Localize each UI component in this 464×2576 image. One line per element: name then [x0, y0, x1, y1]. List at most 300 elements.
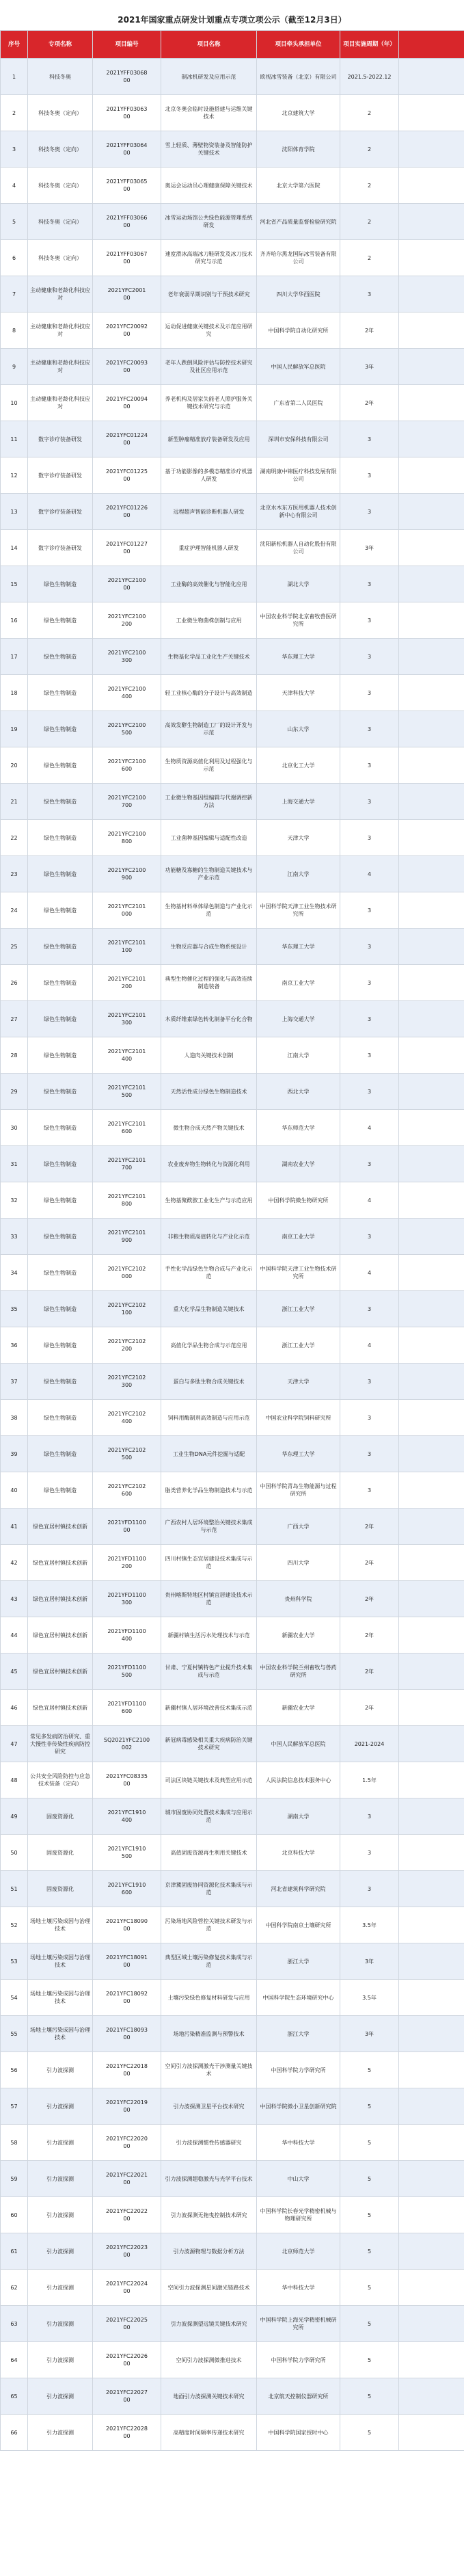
cell-unit: 新疆农业大学: [257, 1617, 340, 1654]
cell-no: 33: [1, 1219, 28, 1255]
cell-unit: 中国科学院天津工业生物技术研究所: [257, 1255, 340, 1291]
cell-period: 2: [340, 131, 399, 168]
cell-code: 2021YFC1910 500: [93, 1835, 161, 1871]
cell-special: 绿色生物制造: [28, 602, 93, 639]
cell-period: 2: [340, 168, 399, 204]
cell-name: 空间引力波探测星间激光链路技术: [161, 2270, 257, 2306]
cell-name: 工业微生物菌株创制与应用: [161, 602, 257, 639]
cell-unit: 河北省建筑科学研究院: [257, 1871, 340, 1907]
cell-period: 3: [340, 820, 399, 856]
cell-unit: 天津科技大学: [257, 675, 340, 711]
cell-period: 3: [340, 1037, 399, 1074]
cell-name: 木质纤维素绿色转化制备平台化合物: [161, 1001, 257, 1037]
cell-code: 2021YFD1100 200: [93, 1545, 161, 1581]
cell-code: 2021YFC2100 600: [93, 747, 161, 784]
cell-special: 引力波探测: [28, 2197, 93, 2233]
cell-code: 2021YFC22025 00: [93, 2306, 161, 2342]
cell-code: 2021YFD1100 00: [93, 1509, 161, 1545]
table-row: [1, 1182, 464, 1219]
table-row: [1, 421, 464, 457]
cell-name: 高值固废资源再生利用关键技术: [161, 1835, 257, 1871]
cell-unit: 浙江工业大学: [257, 1291, 340, 1327]
cell-special: 固废资源化: [28, 1835, 93, 1871]
cell-blank: [399, 1472, 464, 1509]
cell-period: 2021-2024: [340, 1726, 399, 1762]
cell-unit: 北京师范大学: [257, 2233, 340, 2270]
cell-special: 绿色生物制造: [28, 1037, 93, 1074]
header-row: [1, 31, 464, 59]
table-row: [1, 1509, 464, 1545]
cell-special: 绿色生物制造: [28, 1001, 93, 1037]
cell-special: 绿色生物制造: [28, 1219, 93, 1255]
cell-name: 广西农村人居环境整治关键技术集成与示范: [161, 1509, 257, 1545]
cell-unit: 中国人民解放军总医院: [257, 1726, 340, 1762]
table-row: [1, 1835, 464, 1871]
cell-special: 数字诊疗装备研发: [28, 457, 93, 494]
cell-code: 2021YFC22021 00: [93, 2161, 161, 2197]
cell-code: 2021YFC18092 00: [93, 1980, 161, 2016]
cell-no: 44: [1, 1617, 28, 1654]
cell-name: 新型肿瘤精准放疗装备研发及应用: [161, 421, 257, 457]
cell-unit: 四川大学: [257, 1545, 340, 1581]
cell-code: 2021YFC2102 300: [93, 1364, 161, 1400]
cell-no: 35: [1, 1291, 28, 1327]
table-row: [1, 1400, 464, 1436]
table-row: [1, 1980, 464, 2016]
cell-no: 43: [1, 1581, 28, 1617]
cell-blank: [399, 95, 464, 131]
cell-special: 绿色生物制造: [28, 892, 93, 929]
table-row: [1, 349, 464, 385]
cell-blank: [399, 2342, 464, 2378]
cell-special: 固废资源化: [28, 1871, 93, 1907]
table-row: [1, 2161, 464, 2197]
cell-blank: [399, 457, 464, 494]
cell-period: 2年: [340, 1545, 399, 1581]
table-row: [1, 2197, 464, 2233]
cell-blank: [399, 639, 464, 675]
table-row: [1, 1617, 464, 1654]
cell-blank: [399, 2161, 464, 2197]
cell-code: 2021YFF03063 00: [93, 95, 161, 131]
cell-code: 2021YFC2001 00: [93, 276, 161, 313]
cell-no: 14: [1, 530, 28, 566]
cell-no: 19: [1, 711, 28, 747]
cell-special: 主动健康和老龄化科技应对: [28, 276, 93, 313]
cell-special: 科技冬奥（定向）: [28, 168, 93, 204]
cell-period: 4: [340, 1327, 399, 1364]
cell-name: 高精度时间频率传递技术研究: [161, 2415, 257, 2451]
header-blank: [399, 31, 464, 59]
cell-name: 新疆村镇人居环境改善技术集成示范: [161, 1690, 257, 1726]
cell-unit: 人民法院信息技术服务中心: [257, 1762, 340, 1798]
cell-blank: [399, 1146, 464, 1182]
cell-name: 工业酶的高效催化与智能化应用: [161, 566, 257, 602]
cell-blank: [399, 1907, 464, 1943]
cell-special: 绿色生物制造: [28, 784, 93, 820]
cell-unit: 沈阳新松机器人自动化股份有限公司: [257, 530, 340, 566]
cell-code: 2021YFC08335 00: [93, 1762, 161, 1798]
cell-code: 2021YFC2100 500: [93, 711, 161, 747]
cell-period: 4: [340, 856, 399, 892]
cell-unit: 广东省第二人民医院: [257, 385, 340, 421]
cell-blank: [399, 1509, 464, 1545]
cell-period: 5: [340, 2052, 399, 2088]
table-row: [1, 675, 464, 711]
cell-unit: 山东大学: [257, 711, 340, 747]
table-row: [1, 929, 464, 965]
table-row: [1, 1545, 464, 1581]
cell-blank: [399, 2125, 464, 2161]
cell-unit: 南京工业大学: [257, 965, 340, 1001]
cell-period: 3年: [340, 1943, 399, 1980]
cell-blank: [399, 892, 464, 929]
cell-special: 引力波探测: [28, 2161, 93, 2197]
cell-blank: [399, 1001, 464, 1037]
cell-unit: 沈阳体育学院: [257, 131, 340, 168]
cell-code: 2021YFC20092 00: [93, 313, 161, 349]
cell-blank: [399, 2197, 464, 2233]
cell-code: 2021YFF03064 00: [93, 131, 161, 168]
table-row: [1, 59, 464, 95]
cell-no: 37: [1, 1364, 28, 1400]
header-name: 项目名称: [161, 31, 257, 59]
cell-code: 2021YFC2101 600: [93, 1110, 161, 1146]
cell-name: 地面引力波探测关键技术研究: [161, 2378, 257, 2415]
cell-no: 15: [1, 566, 28, 602]
cell-name: 引力波探测无拖曳控制技术研究: [161, 2197, 257, 2233]
cell-period: 2年: [340, 1617, 399, 1654]
cell-period: 3年: [340, 2016, 399, 2052]
cell-special: 绿色生物制造: [28, 1472, 93, 1509]
cell-unit: 齐齐哈尔黑龙国际冰雪装备有限公司: [257, 240, 340, 276]
cell-code: 2021YFC22028 00: [93, 2415, 161, 2451]
cell-special: 引力波探测: [28, 2378, 93, 2415]
cell-unit: 中国科学院微生物研究所: [257, 1182, 340, 1219]
cell-code: 2021YFC2100 00: [93, 566, 161, 602]
cell-unit: 华东师范大学: [257, 1110, 340, 1146]
cell-special: 引力波探测: [28, 2306, 93, 2342]
cell-unit: 四川大学华西医院: [257, 276, 340, 313]
cell-no: 5: [1, 204, 28, 240]
cell-unit: 华东理工大学: [257, 639, 340, 675]
cell-special: 绿色宜居村镇技术创新: [28, 1581, 93, 1617]
cell-blank: [399, 204, 464, 240]
cell-blank: [399, 1762, 464, 1798]
cell-code: 2021YFC2100 300: [93, 639, 161, 675]
cell-no: 21: [1, 784, 28, 820]
cell-name: 土壤污染绿色修复材料研发与应用: [161, 1980, 257, 2016]
cell-special: 主动健康和老龄化科技应对: [28, 313, 93, 349]
cell-period: 5: [340, 2088, 399, 2125]
cell-name: 速度滑冰高端冰刀鞋研发及冰刀技术研究与示范: [161, 240, 257, 276]
cell-name: 农业废弃物生物转化与资源化利用: [161, 1146, 257, 1182]
cell-no: 17: [1, 639, 28, 675]
cell-unit: 华中科技大学: [257, 2270, 340, 2306]
cell-no: 50: [1, 1835, 28, 1871]
cell-name: 人造肉关键技术创制: [161, 1037, 257, 1074]
cell-blank: [399, 1654, 464, 1690]
cell-unit: 浙江大学: [257, 2016, 340, 2052]
cell-blank: [399, 747, 464, 784]
cell-code: 2021YFF03065 00: [93, 168, 161, 204]
cell-special: 数字诊疗装备研发: [28, 530, 93, 566]
cell-period: 5: [340, 2125, 399, 2161]
cell-period: 3: [340, 711, 399, 747]
cell-unit: 湖北大学: [257, 566, 340, 602]
cell-period: 2: [340, 240, 399, 276]
cell-code: 2021YFC2100 200: [93, 602, 161, 639]
cell-no: 27: [1, 1001, 28, 1037]
cell-blank: [399, 240, 464, 276]
cell-code: 2021YFC2102 100: [93, 1291, 161, 1327]
cell-period: 4: [340, 1110, 399, 1146]
cell-blank: [399, 1835, 464, 1871]
cell-code: SQ2021YFC2100 002: [93, 1726, 161, 1762]
cell-code: 2021YFF03066 00: [93, 204, 161, 240]
cell-unit: 北京科技大学: [257, 1835, 340, 1871]
cell-blank: [399, 1436, 464, 1472]
table-row: [1, 711, 464, 747]
table-row: [1, 276, 464, 313]
cell-no: 10: [1, 385, 28, 421]
cell-special: 常见多发病防治研究、重大慢性非传染性疾病防控研究: [28, 1726, 93, 1762]
cell-unit: 北京水木东方医用机器人技术创新中心有限公司: [257, 494, 340, 530]
cell-code: 2021YFC20094 00: [93, 385, 161, 421]
cell-special: 引力波探测: [28, 2270, 93, 2306]
cell-code: 2021YFC01226 00: [93, 494, 161, 530]
cell-name: 脂类营养化学品生物制造技术与示范: [161, 1472, 257, 1509]
cell-unit: 江南大学: [257, 1037, 340, 1074]
cell-special: 绿色宜居村镇技术创新: [28, 1509, 93, 1545]
cell-period: 4: [340, 1182, 399, 1219]
cell-period: 3年: [340, 349, 399, 385]
table-row: [1, 313, 464, 349]
table-row: [1, 2306, 464, 2342]
cell-special: 科技冬奥（定向）: [28, 95, 93, 131]
table-row: [1, 602, 464, 639]
cell-code: 2021YFD1100 300: [93, 1581, 161, 1617]
cell-code: 2021YFF03067 00: [93, 240, 161, 276]
cell-period: 3年: [340, 530, 399, 566]
cell-special: 绿色宜居村镇技术创新: [28, 1545, 93, 1581]
table-row: [1, 1907, 464, 1943]
cell-period: 3: [340, 1871, 399, 1907]
cell-special: 主动健康和老龄化科技应对: [28, 349, 93, 385]
cell-name: 司法区块链关键技术及典型应用示范: [161, 1762, 257, 1798]
cell-blank: [399, 820, 464, 856]
cell-unit: 北京化工大学: [257, 747, 340, 784]
cell-name: 微生物合成天然产物关键技术: [161, 1110, 257, 1146]
cell-special: 主动健康和老龄化科技应对: [28, 385, 93, 421]
cell-blank: [399, 349, 464, 385]
cell-blank: [399, 2415, 464, 2451]
cell-period: 3: [340, 494, 399, 530]
cell-code: 2021YFC2101 500: [93, 1074, 161, 1110]
cell-name: 高值化学品生物合成与示范应用: [161, 1327, 257, 1364]
cell-unit: 北京大学第六医院: [257, 168, 340, 204]
table-row: [1, 131, 464, 168]
cell-name: 引力波探测惯性传感器研究: [161, 2125, 257, 2161]
cell-name: 蛋白与多肽生物合成关键技术: [161, 1364, 257, 1400]
cell-no: 16: [1, 602, 28, 639]
cell-unit: 中国科学院长春光学精密机械与物理研究所: [257, 2197, 340, 2233]
cell-special: 绿色生物制造: [28, 711, 93, 747]
cell-no: 6: [1, 240, 28, 276]
cell-unit: 中国科学院天津工业生物技术研究所: [257, 892, 340, 929]
cell-blank: [399, 1037, 464, 1074]
cell-period: 3: [340, 1835, 399, 1871]
cell-no: 32: [1, 1182, 28, 1219]
cell-period: 3: [340, 1436, 399, 1472]
cell-no: 64: [1, 2342, 28, 2378]
cell-unit: 江南大学: [257, 856, 340, 892]
table-row: [1, 2270, 464, 2306]
cell-no: 39: [1, 1436, 28, 1472]
cell-blank: [399, 1690, 464, 1726]
cell-name: 远程超声智能诊断机器人研发: [161, 494, 257, 530]
table-row: [1, 1762, 464, 1798]
cell-code: 2021YFC18091 00: [93, 1943, 161, 1980]
cell-no: 47: [1, 1726, 28, 1762]
cell-blank: [399, 1581, 464, 1617]
cell-name: 工业微生物基因组编辑与代谢调控新方法: [161, 784, 257, 820]
cell-no: 51: [1, 1871, 28, 1907]
table-row: [1, 1943, 464, 1980]
cell-special: 科技冬奥（定向）: [28, 131, 93, 168]
cell-code: 2021YFC2101 300: [93, 1001, 161, 1037]
cell-unit: 华东理工大学: [257, 929, 340, 965]
cell-no: 58: [1, 2125, 28, 2161]
cell-name: 功能糖及寡糖的生物制造关键技术与产业示范: [161, 856, 257, 892]
cell-code: 2021YFF03068 00: [93, 59, 161, 95]
table-row: [1, 784, 464, 820]
cell-blank: [399, 784, 464, 820]
cell-special: 科技冬奥（定向）: [28, 204, 93, 240]
cell-period: 3.5年: [340, 1980, 399, 2016]
cell-period: 2年: [340, 1581, 399, 1617]
cell-blank: [399, 602, 464, 639]
cell-blank: [399, 2016, 464, 2052]
cell-period: 5: [340, 2342, 399, 2378]
cell-special: 数字诊疗装备研发: [28, 494, 93, 530]
cell-no: 38: [1, 1400, 28, 1436]
cell-code: 2021YFC01227 00: [93, 530, 161, 566]
cell-unit: 中国农业科学院北京畜牧兽医研究所: [257, 602, 340, 639]
cell-code: 2021YFC22026 00: [93, 2342, 161, 2378]
cell-special: 绿色生物制造: [28, 1291, 93, 1327]
cell-name: 生物质资源高值化利用及过程强化与示范: [161, 747, 257, 784]
cell-period: 3: [340, 1074, 399, 1110]
cell-blank: [399, 856, 464, 892]
cell-blank: [399, 1545, 464, 1581]
cell-unit: 北京建筑大学: [257, 95, 340, 131]
cell-name: 手性化学品绿色生物合成与产业化示范: [161, 1255, 257, 1291]
cell-no: 2: [1, 95, 28, 131]
cell-code: 2021YFC2102 200: [93, 1327, 161, 1364]
cell-unit: 欧视冰雪装备（北京）有限公司: [257, 59, 340, 95]
cell-blank: [399, 566, 464, 602]
table-row: [1, 1690, 464, 1726]
cell-blank: [399, 1074, 464, 1110]
cell-period: 3: [340, 276, 399, 313]
cell-name: 高效发酵生物制造工厂的设计开发与示范: [161, 711, 257, 747]
cell-unit: 中国科学院自动化研究所: [257, 313, 340, 349]
cell-unit: 北京航天控制仪器研究所: [257, 2378, 340, 2415]
cell-special: 绿色生物制造: [28, 965, 93, 1001]
cell-period: 5: [340, 2378, 399, 2415]
header-no: 序号: [1, 31, 28, 59]
cell-code: 2021YFC2100 700: [93, 784, 161, 820]
cell-name: 生物基聚酰胺工业化生产与示范应用: [161, 1182, 257, 1219]
cell-no: 65: [1, 2378, 28, 2415]
cell-unit: 中国农业科学院兰州畜牧与兽药研究所: [257, 1654, 340, 1690]
cell-period: 3: [340, 747, 399, 784]
cell-unit: 中国科学院南京土壤研究所: [257, 1907, 340, 1943]
cell-period: 3: [340, 457, 399, 494]
table-row: [1, 1001, 464, 1037]
cell-blank: [399, 1617, 464, 1654]
table-row: [1, 1074, 464, 1110]
cell-no: 42: [1, 1545, 28, 1581]
cell-no: 34: [1, 1255, 28, 1291]
cell-period: 5: [340, 2161, 399, 2197]
cell-name: 北京冬奥会临时设施搭建与运维关键技术: [161, 95, 257, 131]
cell-no: 48: [1, 1762, 28, 1798]
cell-special: 绿色生物制造: [28, 1074, 93, 1110]
cell-period: 5: [340, 2233, 399, 2270]
cell-name: 城市固废协同处置技术集成与应用示范: [161, 1798, 257, 1835]
cell-name: 冰雪运动场馆公共绿色能源管理系统研发: [161, 204, 257, 240]
cell-blank: [399, 675, 464, 711]
cell-code: 2021YFC2100 800: [93, 820, 161, 856]
cell-special: 绿色生物制造: [28, 1400, 93, 1436]
cell-unit: 河北省产品质量监督检验研究院: [257, 204, 340, 240]
cell-blank: [399, 131, 464, 168]
cell-no: 11: [1, 421, 28, 457]
cell-special: 绿色生物制造: [28, 566, 93, 602]
cell-special: 绿色生物制造: [28, 1182, 93, 1219]
cell-name: 甘肃、宁夏村镇特色产业提升技术集成与示范: [161, 1654, 257, 1690]
cell-special: 绿色生物制造: [28, 856, 93, 892]
cell-no: 13: [1, 494, 28, 530]
cell-unit: 浙江工业大学: [257, 1327, 340, 1364]
cell-blank: [399, 1291, 464, 1327]
cell-code: 2021YFC2102 000: [93, 1255, 161, 1291]
cell-code: 2021YFC2101 100: [93, 929, 161, 965]
cell-unit: 天津大学: [257, 1364, 340, 1400]
cell-code: 2021YFC22019 00: [93, 2088, 161, 2125]
cell-unit: 贵州科学院: [257, 1581, 340, 1617]
cell-blank: [399, 1798, 464, 1835]
cell-period: 3: [340, 1400, 399, 1436]
cell-no: 26: [1, 965, 28, 1001]
cell-code: 2021YFC2101 400: [93, 1037, 161, 1074]
table-row: [1, 1726, 464, 1762]
cell-code: 2021YFC2101 800: [93, 1182, 161, 1219]
cell-unit: 中山大学: [257, 2161, 340, 2197]
cell-unit: 湖南明康中锦医疗科技发展有限公司: [257, 457, 340, 494]
cell-period: 3: [340, 639, 399, 675]
cell-unit: 湖南大学: [257, 1798, 340, 1835]
cell-period: 3: [340, 965, 399, 1001]
cell-period: 3: [340, 1001, 399, 1037]
cell-special: 绿色生物制造: [28, 1146, 93, 1182]
table-row: [1, 1871, 464, 1907]
cell-period: 2021.5-2022.12: [340, 59, 399, 95]
cell-code: 2021YFC18093 00: [93, 2016, 161, 2052]
cell-no: 4: [1, 168, 28, 204]
